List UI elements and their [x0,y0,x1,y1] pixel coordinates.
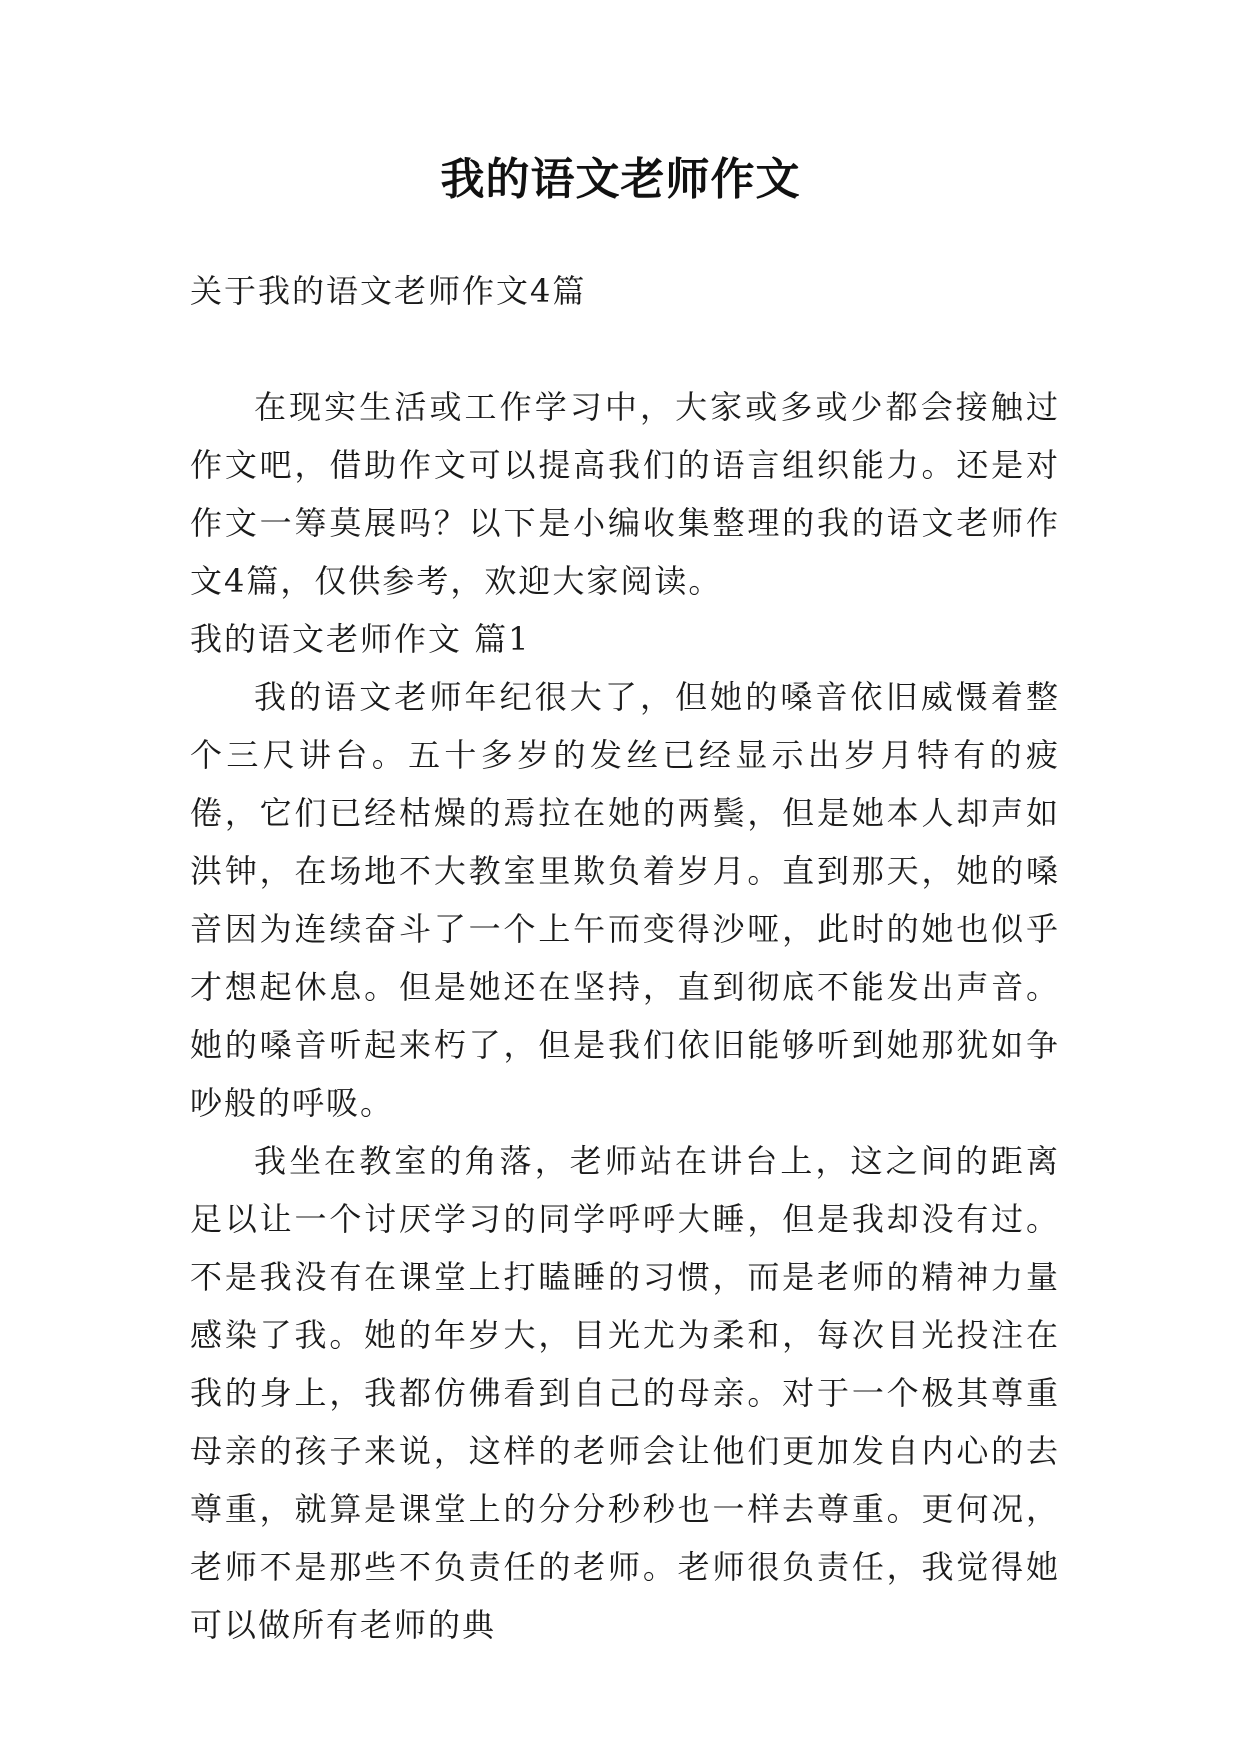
document-title: 我的语文老师作文 [440,154,801,205]
document-subtitle: 关于我的语文老师作文4篇 [190,272,587,310]
body-paragraph-1: 我的语文老师年纪很大了，但她的嗓音依旧威慑着整个三尺讲台。五十多岁的发丝已经显示出岁月特有的疲倦，它们已经枯燥的焉拉在她的两鬓，但是她本人却声如洪钟，在场地不大教室里欺负着岁月。直到那天，她的嗓音因为连续奋斗了一个上午而变得沙哑，此时的她也似乎才想起休息。但是她还在坚持，直到彻底不能发出声音。她的嗓音听起来朽了，但是我们依旧能够听到她那犹如争吵般的呼吸。 [190,678,1060,1122]
document-body [190,262,1060,1654]
section-heading: 我的语文老师作文 篇1 [190,620,531,658]
intro-paragraph: 在现实生活或工作学习中，大家或多或少都会接触过作文吧，借助作文可以提高我们的语言组织能力。还是对作文一筹莫展吗？以下是小编收集整理的我的语文老师作文4篇，仅供参考，欢迎大家阅读。 [190,388,1060,600]
body-paragraph-2: 我坐在教室的角落，老师站在讲台上，这之间的距离足以让一个讨厌学习的同学呼呼大睡，但是我却没有过。不是我没有在课堂上打瞌睡的习惯，而是老师的精神力量感染了我。她的年岁大，目光尤为柔和，每次目光投注在我的身上，我都仿佛看到自己的母亲。对于一个极其尊重母亲的孩子来说，这样的老师会让他们更加发自内心的去尊重，就算是课堂上的分分秒秒也一样去尊重。更何况，老师不是那些不负责任的老师。老师很负责任，我觉得她可以做所有老师的典 [190,1142,1060,1644]
spacer [190,320,1060,378]
